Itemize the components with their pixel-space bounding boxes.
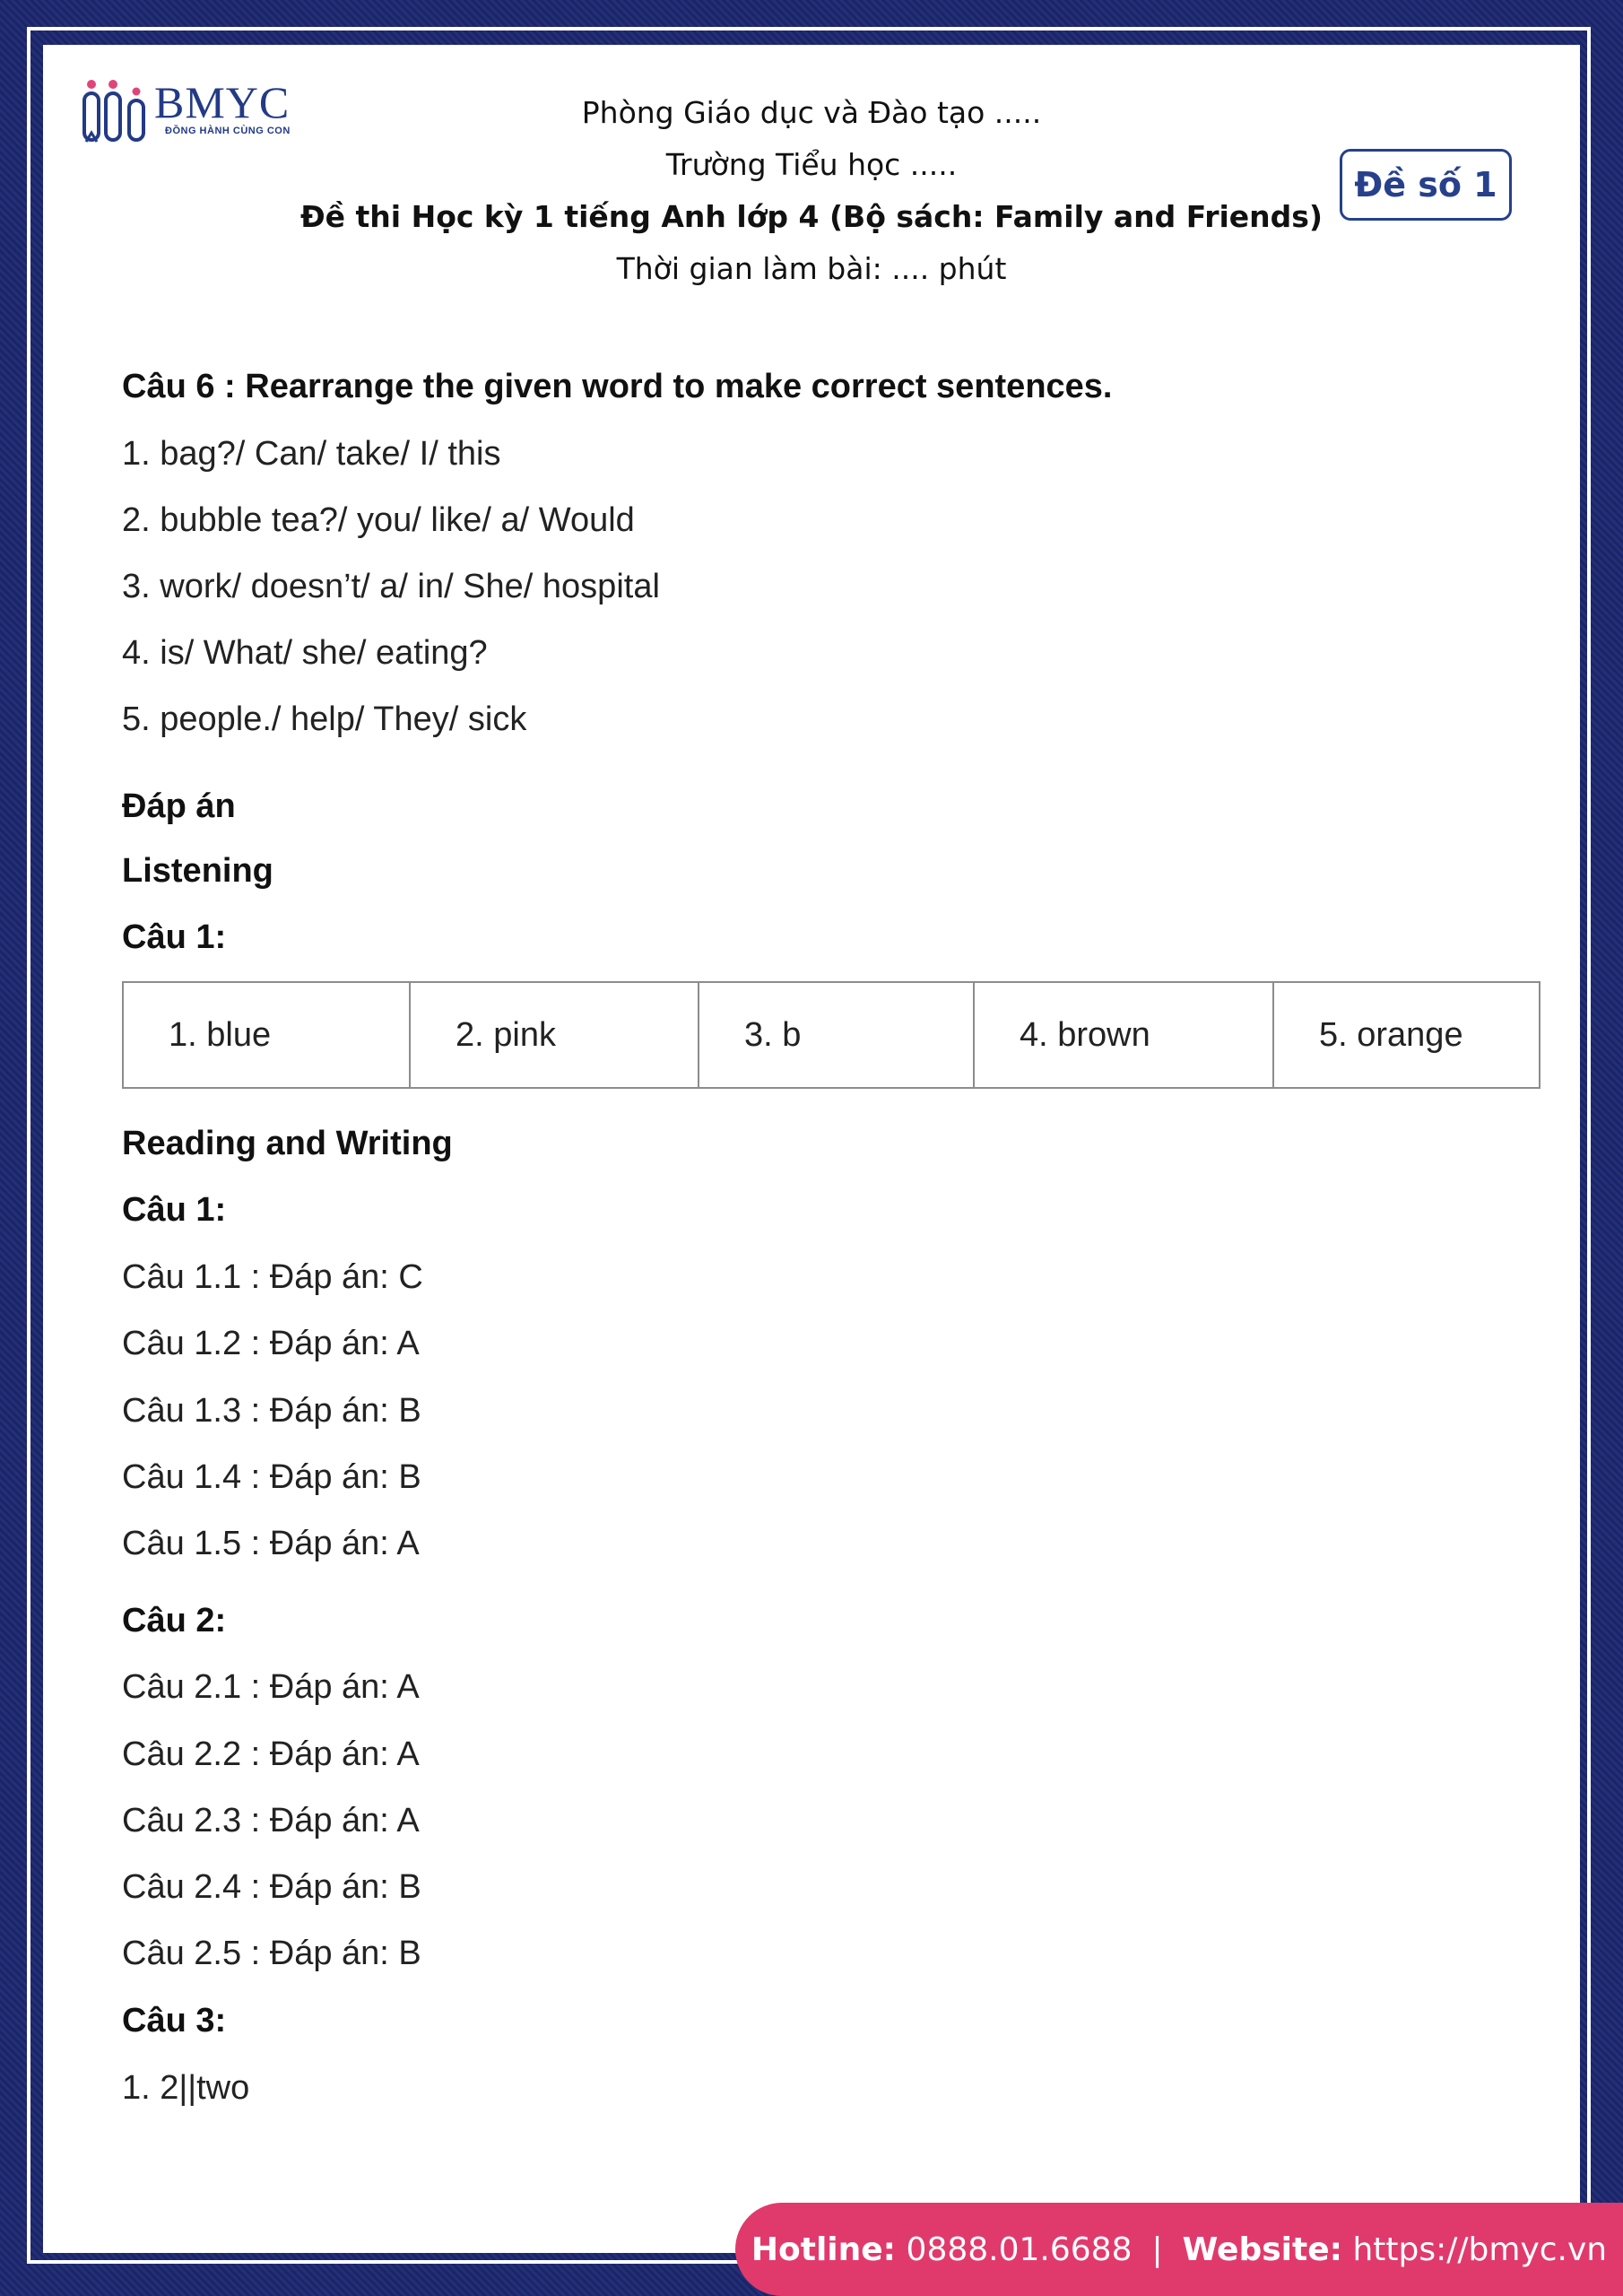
answers-heading: Đáp án xyxy=(122,787,236,825)
header-school: Trường Tiểu học ..... xyxy=(665,147,958,182)
exam-duration: Thời gian làm bài: .... phút xyxy=(616,251,1007,286)
listening-answer-table xyxy=(122,981,1541,1089)
rw-q3-label: Câu 3: xyxy=(122,2002,227,2039)
exam-title: Đề thi Học kỳ 1 tiếng Anh lớp 4 (Bộ sách: Family and Friends) xyxy=(300,199,1323,234)
rw-q1-label: Câu 1: xyxy=(122,1191,227,1229)
hotline-label: Hotline: xyxy=(751,2231,897,2268)
rw-q2-answer: Câu 2.3 : Đáp án: A xyxy=(122,1802,420,1839)
footer-separator: | xyxy=(1151,2231,1163,2268)
listening-heading: Listening xyxy=(122,852,273,890)
rw-q1-answer: Câu 1.4 : Đáp án: B xyxy=(122,1458,421,1496)
question-6-item: 3. work/ doesn’t/ a/ in/ She/ hospital xyxy=(122,568,660,605)
logo-wordmark: BMYC xyxy=(154,77,291,127)
question-6-item: 4. is/ What/ she/ eating? xyxy=(122,634,488,672)
table-cell: 4. brown xyxy=(974,982,1273,1088)
table-cell: 5. orange xyxy=(1273,982,1540,1088)
rw-q2-answer: Câu 2.2 : Đáp án: A xyxy=(122,1735,420,1773)
question-6-item: 1. bag?/ Can/ take/ I/ this xyxy=(122,435,501,473)
rw-q2-answer: Câu 2.4 : Đáp án: B xyxy=(122,1868,421,1906)
rw-q1-answer: Câu 1.3 : Đáp án: B xyxy=(122,1392,421,1430)
rw-q1-answer: Câu 1.1 : Đáp án: C xyxy=(122,1258,423,1296)
table-cell: 2. pink xyxy=(410,982,699,1088)
question-6-item: 2. bubble tea?/ you/ like/ a/ Would xyxy=(122,501,635,539)
contact-footer-bar xyxy=(735,2203,1623,2296)
rw-q1-answer: Câu 1.5 : Đáp án: A xyxy=(122,1525,420,1562)
question-6-title: Câu 6 : Rearrange the given word to make correct sentences. xyxy=(122,368,1113,405)
header-department: Phòng Giáo dục và Đào tạo ..... xyxy=(581,95,1042,130)
table-cell: 1. blue xyxy=(123,982,410,1088)
website-link[interactable]: https://bmyc.vn xyxy=(1352,2231,1608,2268)
table-row xyxy=(123,982,1540,1088)
rw-q2-answer: Câu 2.1 : Đáp án: A xyxy=(122,1668,420,1706)
question-6-item: 5. people./ help/ They/ sick xyxy=(122,700,527,738)
exam-number-badge: Đề số 1 xyxy=(1340,149,1512,221)
listening-q1-label: Câu 1: xyxy=(122,918,227,956)
rw-q3-answer: 1. 2||two xyxy=(122,2069,250,2107)
rw-q2-label: Câu 2: xyxy=(122,1602,227,1639)
logo-tagline: ĐỒNG HÀNH CÙNG CON xyxy=(165,126,291,136)
table-cell: 3. b xyxy=(699,982,974,1088)
rw-q1-answer: Câu 1.2 : Đáp án: A xyxy=(122,1325,420,1362)
hotline-number[interactable]: 0888.01.6688 xyxy=(906,2231,1133,2268)
rw-q2-answer: Câu 2.5 : Đáp án: B xyxy=(122,1935,421,1972)
reading-writing-heading: Reading and Writing xyxy=(122,1125,453,1162)
website-label: Website: xyxy=(1182,2231,1343,2268)
